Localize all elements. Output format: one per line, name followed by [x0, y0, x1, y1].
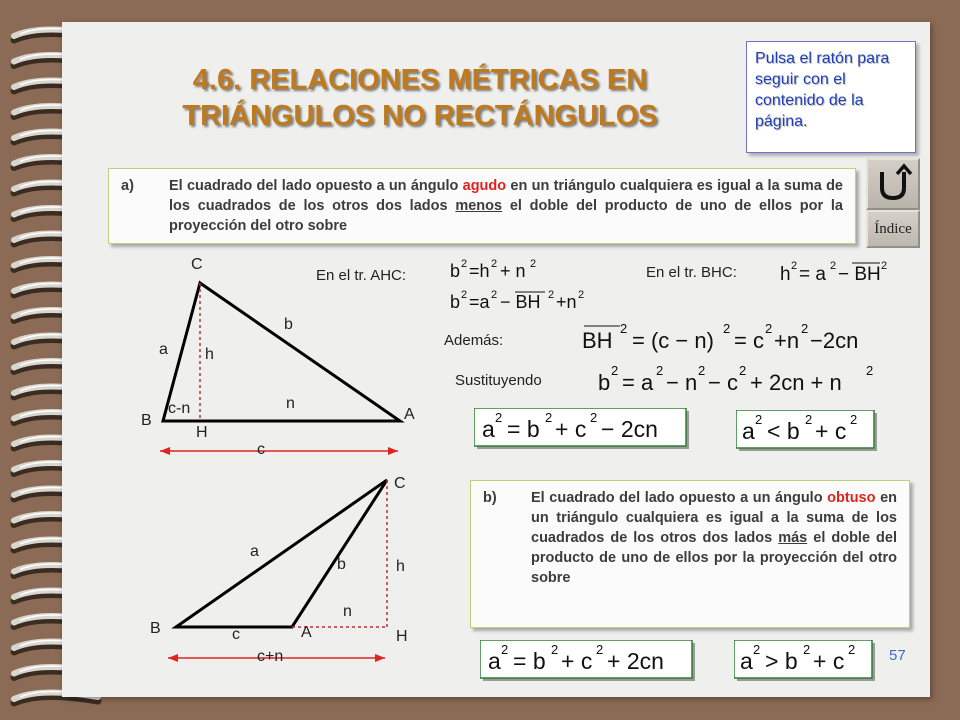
svg-text:b: b — [598, 370, 611, 395]
svg-text:a: a — [482, 416, 495, 442]
formula-ademas — [582, 318, 862, 356]
svg-text:2: 2 — [755, 412, 763, 427]
svg-text:= a: = a — [622, 370, 654, 395]
svg-text:b: b — [450, 261, 461, 281]
formula-bhc — [780, 258, 890, 286]
svg-text:= a: = a — [799, 264, 826, 285]
formula-ahc-2 — [450, 288, 600, 314]
svg-text:2: 2 — [801, 321, 809, 336]
svg-text:2: 2 — [501, 642, 509, 657]
highlight-agudo: agudo — [462, 178, 507, 194]
svg-text:2: 2 — [803, 642, 811, 657]
svg-text:2: 2 — [866, 363, 874, 378]
t1-side-b: b — [284, 316, 293, 333]
svg-text:2: 2 — [830, 260, 837, 272]
triangle-2-shape — [176, 480, 387, 627]
svg-text:− n: − n — [666, 370, 698, 395]
svg-text:2: 2 — [881, 260, 888, 272]
result-formula-b-inequality — [734, 640, 878, 684]
label-en-tr-bhc: En el tr. BHC: — [646, 264, 737, 281]
svg-text:2: 2 — [723, 321, 731, 336]
svg-text:2: 2 — [656, 363, 664, 378]
svg-text:− BH: − BH — [838, 264, 881, 285]
svg-text:2: 2 — [461, 289, 468, 301]
svg-text:= b: = b — [513, 648, 546, 674]
svg-text:+ n: + n — [500, 261, 526, 281]
svg-text:2: 2 — [850, 412, 858, 427]
t1-side-a: a — [159, 341, 168, 358]
triangle-1-shape — [163, 283, 400, 421]
svg-text:+ c: + c — [815, 418, 847, 444]
svg-text:=h: =h — [469, 261, 490, 281]
label-en-tr-ahc: En el tr. AHC: — [316, 267, 407, 284]
svg-text:< b: < b — [767, 418, 800, 444]
hint-box[interactable]: Pulsa el ratón para seguir con el contenido de la página. — [746, 41, 916, 153]
svg-text:2: 2 — [590, 410, 598, 425]
t2-base-c-plus-n: c+n — [257, 648, 284, 665]
svg-text:2: 2 — [495, 410, 503, 425]
t1-foot-h: H — [196, 424, 208, 441]
t2-vertex-b: B — [150, 620, 161, 637]
svg-text:2: 2 — [545, 410, 553, 425]
result-formula-a-equation — [474, 408, 692, 452]
definition-text-a: El cuadrado del lado opuesto a un ángulo agudo en un triángulo cualquiera es igual a la suma de los cuadrados de los otros dos lados menos el doble del producto de uno de ellos por la proyección del otro sobre — [169, 178, 843, 234]
svg-text:2: 2 — [491, 289, 498, 301]
svg-text:2: 2 — [848, 642, 856, 657]
svg-text:2: 2 — [491, 258, 498, 270]
label-ademas: Además: — [444, 332, 504, 349]
t1-vertex-a: A — [404, 406, 415, 423]
t1-vertex-b: B — [141, 412, 152, 429]
t2-vertex-c: C — [394, 475, 406, 492]
svg-text:= b: = b — [507, 416, 540, 442]
index-button[interactable]: Índice — [866, 210, 920, 248]
svg-text:2: 2 — [791, 260, 798, 272]
svg-text:= (c − n): = (c − n) — [632, 328, 714, 353]
highlight-obtuso: obtuso — [827, 490, 876, 506]
t2-foot-h: H — [396, 628, 408, 645]
underlined-mas: más — [778, 530, 808, 546]
svg-text:2: 2 — [551, 642, 559, 657]
t1-seg-c-minus-n: c-n — [168, 400, 191, 417]
svg-text:+ 2cn + n: + 2cn + n — [750, 370, 842, 395]
label-sustituyendo: Sustituyendo — [455, 372, 542, 389]
svg-text:2: 2 — [765, 321, 773, 336]
svg-text:− c: − c — [708, 370, 738, 395]
t2-side-b: b — [337, 556, 346, 573]
svg-text:b: b — [450, 292, 461, 312]
svg-text:2: 2 — [753, 642, 761, 657]
result-formula-a-inequality — [736, 410, 880, 454]
t2-seg-c: c — [232, 626, 240, 643]
t2-side-a: a — [250, 543, 259, 560]
svg-text:2: 2 — [698, 363, 706, 378]
t1-height-h: h — [205, 346, 214, 363]
svg-text:= c: = c — [734, 328, 764, 353]
formula-sustituyendo — [598, 362, 888, 400]
t2-height-h: h — [396, 558, 405, 575]
t2-seg-n: n — [343, 603, 352, 620]
svg-text:2: 2 — [596, 642, 604, 657]
svg-text:+n: +n — [774, 328, 800, 353]
svg-text:2: 2 — [805, 412, 813, 427]
svg-text:+ c: + c — [813, 648, 845, 674]
definition-text-b: El cuadrado del lado opuesto a un ángulo obtuso en un triángulo cualquiera es igual a la suma de los cuadrados de los otros dos lados más el doble del producto de uno de ellos por la proyección del otro sobre — [531, 490, 897, 586]
t1-seg-n: n — [286, 395, 295, 412]
title-line-1: 4.6. RELACIONES MÉTRICAS EN — [192, 64, 648, 96]
formula-ahc-1 — [450, 257, 560, 283]
svg-text:−2cn: −2cn — [810, 328, 859, 353]
t1-vertex-c: C — [191, 256, 203, 273]
svg-text:2: 2 — [611, 363, 619, 378]
item-label-b: b) — [483, 490, 497, 506]
page-number: 57 — [889, 647, 906, 664]
svg-text:=a: =a — [469, 292, 490, 312]
svg-text:2: 2 — [461, 258, 468, 270]
t1-base-c: c — [257, 441, 265, 458]
svg-text:+ c: + c — [561, 648, 593, 674]
underlined-menos: menos — [455, 198, 503, 214]
svg-text:− 2cn: − 2cn — [601, 416, 658, 442]
svg-text:2: 2 — [548, 289, 555, 301]
svg-text:BH: BH — [582, 328, 613, 353]
svg-text:h: h — [780, 264, 791, 285]
svg-text:− BH: − BH — [500, 292, 541, 312]
svg-text:2: 2 — [578, 289, 585, 301]
svg-text:2: 2 — [530, 258, 537, 270]
svg-text:+ 2cn: + 2cn — [607, 648, 664, 674]
svg-text:a: a — [740, 648, 753, 674]
svg-text:a: a — [488, 648, 501, 674]
svg-text:+ c: + c — [555, 416, 587, 442]
svg-text:2: 2 — [620, 321, 628, 336]
item-label-a: a) — [121, 178, 134, 194]
result-formula-b-equation — [480, 640, 698, 684]
svg-text:a: a — [742, 418, 755, 444]
svg-text:+n: +n — [556, 292, 577, 312]
t2-vertex-a: A — [301, 624, 312, 641]
svg-text:2: 2 — [739, 363, 747, 378]
title-line-2: TRIÁNGULOS NO RECTÁNGULOS — [182, 100, 658, 132]
svg-text:> b: > b — [765, 648, 798, 674]
